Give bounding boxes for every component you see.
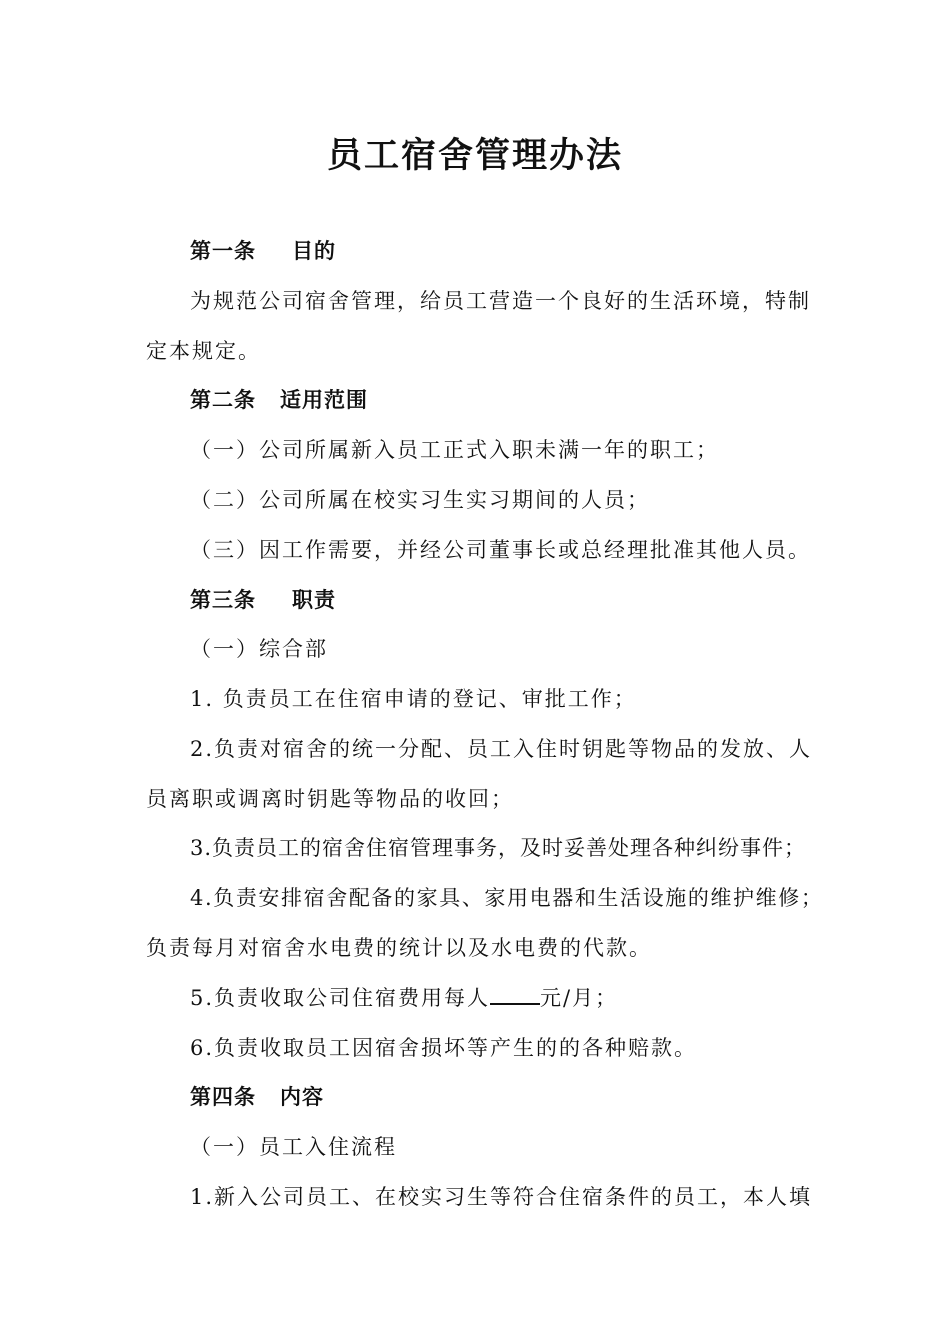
article-number: 第四条 [190, 1084, 256, 1109]
paragraph-line: 3.负责员工的宿舍住宿管理事务，及时妥善处理各种纠纷事件； [190, 836, 807, 860]
article-2-heading [190, 385, 368, 415]
list-item: （一）公司所属新入员工正式入职未满一年的职工； [190, 438, 719, 462]
article-heading-text: 内容 [280, 1084, 324, 1109]
paragraph-line: 2.负责对宿舍的统一分配、员工入住时钥匙等物品的发放、人 [190, 737, 813, 761]
list-item: （二）公司所属在校实习生实习期间的人员； [190, 488, 650, 512]
paragraph-line: 定本规定。 [146, 339, 261, 363]
paragraph-text: 5.负责收取公司住宿费用每人 [190, 986, 491, 1010]
fill-in-blank [490, 983, 540, 1005]
subsection-heading: （一）员工入住流程 [190, 1135, 397, 1159]
document-title: 员工宿舍管理办法 [326, 135, 623, 176]
article-heading-text: 职责 [292, 587, 336, 612]
article-3-heading [190, 585, 336, 615]
paragraph-line: 1. 负责员工在住宿申请的登记、审批工作； [190, 687, 637, 711]
article-number: 第一条 [190, 238, 256, 263]
paragraph-line: 负责每月对宿舍水电费的统计以及水电费的代款。 [146, 936, 652, 960]
list-item: （三）因工作需要，并经公司董事长或总经理批准其他人员。 [190, 538, 811, 562]
paragraph-line: 为规范公司宿舍管理，给员工营造一个良好的生活环境，特制 [190, 289, 811, 313]
paragraph-line: 4.负责安排宿舍配备的家具、家用电器和生活设施的维护维修； [190, 886, 824, 910]
paragraph-line: 6.负责收取员工因宿舍损坏等产生的的各种赔款。 [190, 1036, 698, 1060]
article-heading-text: 适用范围 [280, 387, 368, 412]
paragraph-line: 员离职或调离时钥匙等物品的收回； [146, 787, 514, 811]
article-number: 第二条 [190, 387, 256, 412]
paragraph-line: 1.新入公司员工、在校实习生等符合住宿条件的员工，本人填 [190, 1185, 813, 1209]
paragraph-text: 元/月； [540, 986, 619, 1010]
article-4-heading [190, 1082, 324, 1112]
article-1-heading [190, 236, 336, 266]
article-number: 第三条 [190, 587, 256, 612]
paragraph-line [190, 983, 618, 1013]
article-heading-text: 目的 [292, 238, 336, 263]
subsection-heading: （一）综合部 [190, 637, 328, 661]
